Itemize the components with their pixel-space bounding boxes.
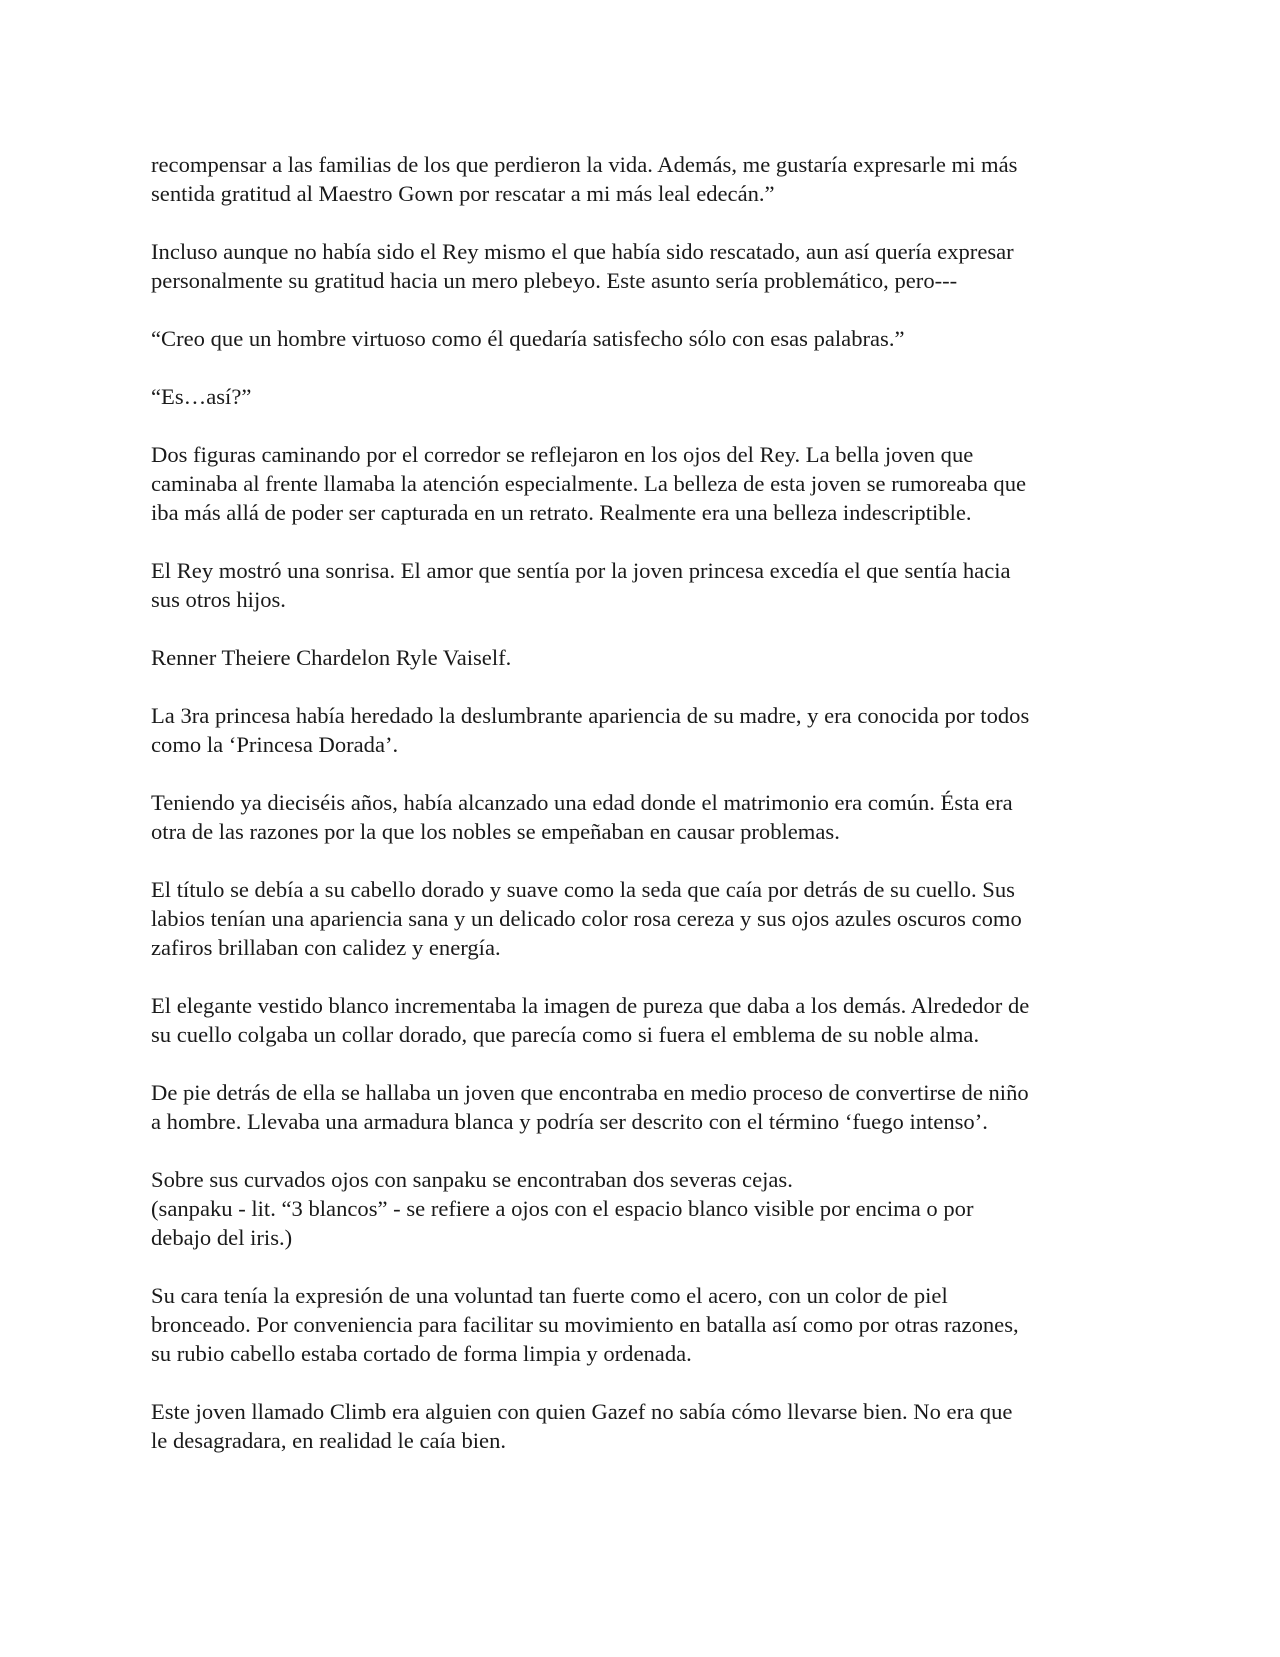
paragraph: Su cara tenía la expresión de una voluntad tan fuerte como el acero, con un color de piel bronceado. Por conveniencia para facilitar su movimiento en batalla así como por otras razones, su rubio cabello estaba cortado de forma limpia y ordenada. [151, 1283, 1019, 1366]
paragraph: La 3ra princesa había heredado la deslumbrante apariencia de su madre, y era conocida por todos como la ‘Princesa Dorada’. [151, 703, 1030, 757]
paragraph: De pie detrás de ella se hallaba un joven que encontraba en medio proceso de convertirse de niño a hombre. Llevaba una armadura blanca y podría ser descrito con el término ‘fuego intenso’. [151, 1080, 1029, 1134]
paragraph: “Es…así?” [151, 384, 252, 409]
paragraph: Sobre sus curvados ojos con sanpaku se encontraban dos severas cejas. (sanpaku - lit. “3 blancos” - se refiere a ojos con el espacio blanco visible por encima o por debajo del iris.) [151, 1167, 974, 1250]
paragraph: El Rey mostró una sonrisa. El amor que sentía por la joven princesa excedía el que sentía hacia sus otros hijos. [151, 558, 1011, 612]
paragraph: Este joven llamado Climb era alguien con quien Gazef no sabía cómo llevarse bien. No era que le desagradara, en realidad le caía bien. [151, 1399, 1013, 1453]
paragraph: Renner Theiere Chardelon Ryle Vaiself. [151, 645, 512, 670]
paragraph: El título se debía a su cabello dorado y suave como la seda que caía por detrás de su cuello. Sus labios tenían una apariencia sana y un delicado color rosa cereza y sus ojos azules oscuros como zafiros brillaban con calidez y energía. [151, 877, 1022, 960]
paragraph: Incluso aunque no había sido el Rey mismo el que había sido rescatado, aun así quería expresar personalmente su gratitud hacia un mero plebeyo. Este asunto sería problemático, pero--- [151, 239, 1014, 293]
paragraph: Teniendo ya dieciséis años, había alcanzado una edad donde el matrimonio era común. Ésta era otra de las razones por la que los nobles se empeñaban en causar problemas. [151, 790, 1013, 844]
document-page [151, 150, 1141, 1484]
paragraph: Dos figuras caminando por el corredor se reflejaron en los ojos del Rey. La bella joven que caminaba al frente llamaba la atención especialmente. La belleza de esta joven se rumoreaba que iba más allá de poder ser capturada en un retrato. Realmente era una belleza indescriptible. [151, 442, 1027, 525]
paragraph: “Creo que un hombre virtuoso como él quedaría satisfecho sólo con esas palabras.” [151, 326, 905, 351]
paragraph: El elegante vestido blanco incrementaba la imagen de pureza que daba a los demás. Alrededor de su cuello colgaba un collar dorado, que parecía como si fuera el emblema de su noble alma. [151, 993, 1030, 1047]
paragraph: recompensar a las familias de los que perdieron la vida. Además, me gustaría expresarle mi más sentida gratitud al Maestro Gown por rescatar a mi más leal edecán.” [151, 152, 1018, 206]
